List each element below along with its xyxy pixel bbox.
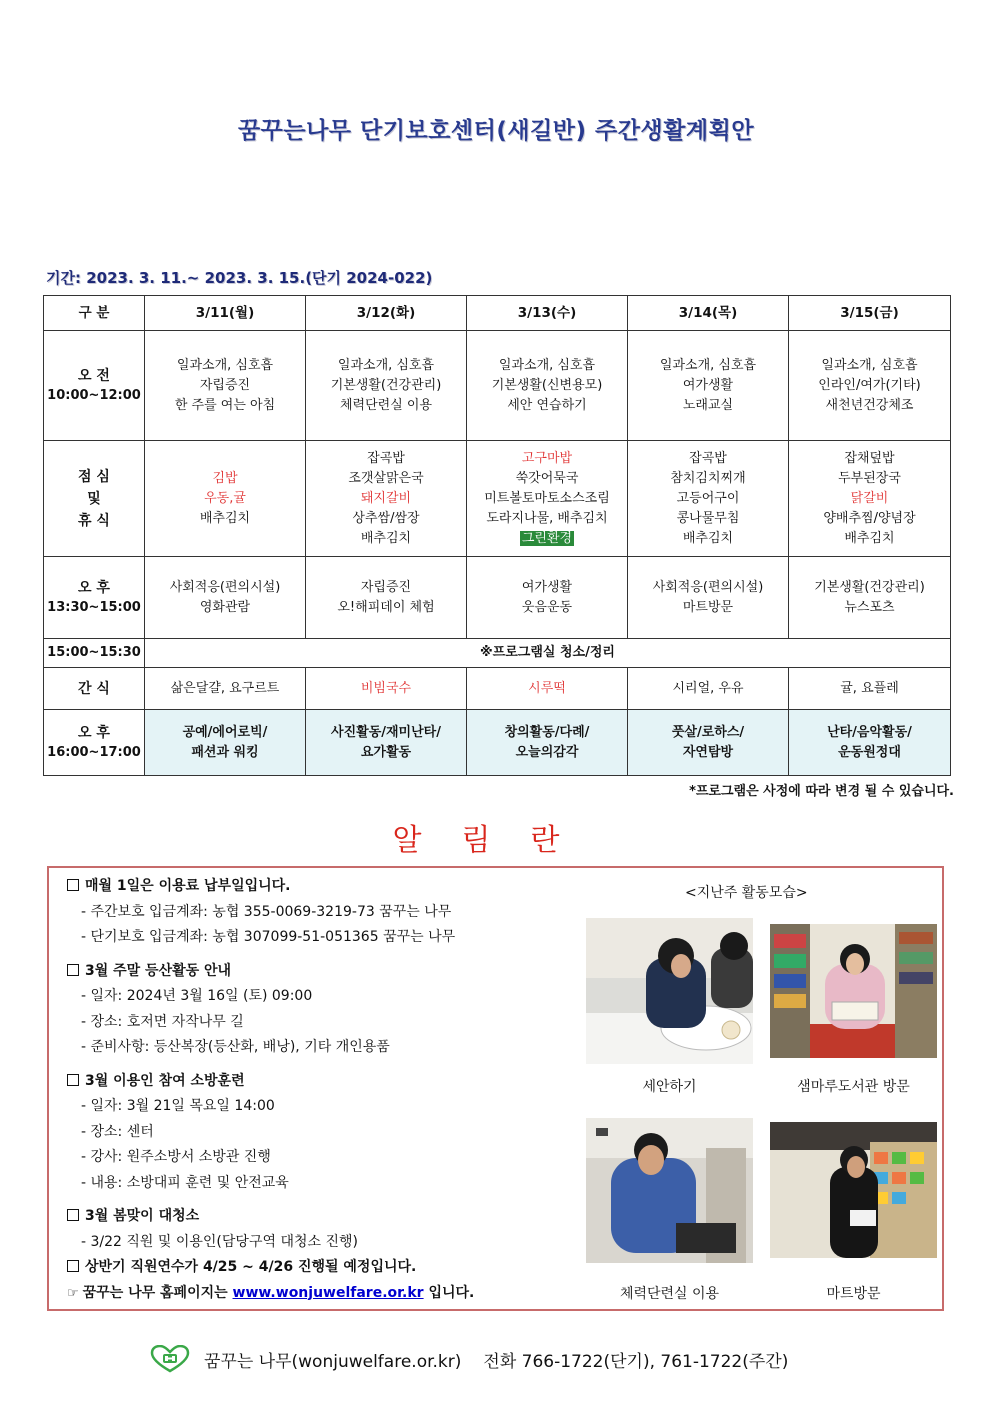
- late-cell: 사진활동/재미난타/ 요가활동: [306, 710, 467, 776]
- day-header: 3/13(수): [467, 296, 628, 331]
- morning-cell: 일과소개, 심호흡 기본생활(건강관리) 체력단련실 이용: [306, 331, 467, 441]
- notice-sub: - 강사: 원주소방서 소방관 진행: [81, 1149, 271, 1165]
- checkbox-icon: [67, 1209, 79, 1221]
- lunch-label: 점 심 및 휴 식: [44, 441, 145, 557]
- day-header: 3/11(월): [145, 296, 306, 331]
- afternoon-cell: 사회적응(편의시설) 영화관람: [145, 557, 306, 639]
- notice-title: 알림란: [392, 823, 600, 858]
- late-cell: 난타/음악활동/ 운동원정대: [789, 710, 951, 776]
- afternoon-label: 오 후 13:30~15:00: [44, 557, 145, 639]
- photo-fitness-image: [586, 1118, 753, 1263]
- morning-cell: 일과소개, 심호흡 기본생활(신변용모) 세안 연습하기: [467, 331, 628, 441]
- notice-sub: - 장소: 호저면 자작나무 길: [81, 1013, 244, 1030]
- checkbox-icon: [67, 964, 79, 976]
- late-label: 오 후 16:00~17:00: [44, 710, 145, 776]
- checkbox-icon: [67, 1260, 79, 1272]
- homepage-link[interactable]: www.wonjuwelfare.or.kr: [232, 1284, 424, 1301]
- notice-sub: - 단기보호 입금계좌: 농협 307099-51-051365 꿈꾸는 나무: [81, 929, 456, 945]
- lunch-row: [44, 441, 951, 557]
- lunch-cell: 고구마밥 쑥갓어묵국 미트볼토마토소스조림 도라지나물, 배추김치 그린환경: [467, 441, 628, 557]
- lunch-cell: 잡채덮밥 두부된장국 닭갈비 양배추찜/양념장 배추김치: [789, 441, 951, 557]
- photos-heading: <지난주 활동모습>: [685, 885, 808, 901]
- change-note: *프로그램은 사정에 따라 변경 될 수 있습니다.: [689, 784, 954, 799]
- afternoon-cell: 사회적응(편의시설) 마트방문: [628, 557, 789, 639]
- notice-sub: - 일자: 2024년 3월 16일 (토) 09:00: [81, 988, 313, 1004]
- late-cell: 공예/에어로빅/ 패션과 워킹: [145, 710, 306, 776]
- notice-heading: 3월 이용인 참여 소방훈련: [67, 1069, 587, 1095]
- afternoon-row: [44, 557, 951, 639]
- morning-cell: 일과소개, 심호흡 여가생활 노래교실: [628, 331, 789, 441]
- period: 기간: 2023. 3. 11.~ 2023. 3. 15.(단기 2024-022): [46, 269, 433, 287]
- photo-face-washing: [586, 918, 753, 1064]
- day-header: 3/12(화): [306, 296, 467, 331]
- notice-sub: - 준비사항: 등산복장(등산화, 배낭), 기타 개인용품: [81, 1039, 390, 1055]
- snack-cell: 비빔국수: [306, 668, 467, 710]
- footer: [150, 1345, 788, 1373]
- snack-cell: 귤, 요플레: [789, 668, 951, 710]
- header-row: [44, 296, 951, 331]
- lunch-cell: 잡곡밥 참치김치찌개 고등어구이 콩나물무침 배추김치: [628, 441, 789, 557]
- afternoon-cell: 기본생활(건강관리) 뉴스포츠: [789, 557, 951, 639]
- footer-org: 꿈꾸는 나무(wonjuwelfare.or.kr): [204, 1351, 462, 1372]
- late-row: [44, 710, 951, 776]
- notice-box: [47, 866, 944, 1311]
- lunch-cell: 잡곡밥 조갯살맑은국 돼지갈비 상추쌈/쌈장 배추김치: [306, 441, 467, 557]
- late-cell: 풋살/로하스/ 자연탐방: [628, 710, 789, 776]
- cleanup-time: 15:00~15:30: [44, 639, 145, 668]
- green-badge: 그린환경: [521, 530, 573, 546]
- afternoon-cell: 자립증진 오!해피데이 체험: [306, 557, 467, 639]
- notice-heading: 상반기 직원연수가 4/25 ~ 4/26 진행될 예정입니다.: [67, 1255, 587, 1281]
- corner-cell: 구 분: [44, 296, 145, 331]
- photo-caption: 체력단련실 이용: [619, 1286, 720, 1302]
- notice-sub: - 주간보호 입금계좌: 농협 355-0069-3219-73 꿈꾸는 나무: [81, 903, 452, 920]
- checkbox-icon: [67, 879, 79, 891]
- notice-heading: 매월 1일은 이용료 납부일입니다.: [67, 874, 587, 900]
- cleanup-text: ※프로그램실 청소/정리: [145, 639, 951, 668]
- morning-cell: 일과소개, 심호흡 인라인/여가(기타) 새천년건강체조: [789, 331, 951, 441]
- pointing-hand-icon: ☞: [67, 1285, 79, 1301]
- day-header: 3/14(목): [628, 296, 789, 331]
- notice-heading: 3월 주말 등산활동 안내: [67, 959, 587, 985]
- lunch-cell: 김밥 우동,귤 배추김치: [145, 441, 306, 557]
- photo-library: [770, 924, 937, 1058]
- photo-caption: 샘마루도서관 방문: [797, 1079, 910, 1095]
- day-header: 3/15(금): [789, 296, 951, 331]
- snack-label: 간 식: [44, 668, 145, 710]
- photo-face-washing-image: [586, 918, 753, 1064]
- notice-sub: - 장소: 센터: [81, 1123, 154, 1140]
- notice-sub: - 3/22 직원 및 이용인(담당구역 대청소 진행): [81, 1233, 358, 1250]
- notice-list: [67, 874, 587, 1306]
- snack-cell: 삶은달걀, 요구르트: [145, 668, 306, 710]
- organization-logo-icon: [150, 1345, 190, 1373]
- homepage-line: ☞ 꿈꾸는 나무 홈페이지는 www.wonjuwelfare.or.kr 입니다.: [67, 1284, 475, 1301]
- cleanup-row: [44, 639, 951, 668]
- afternoon-cell: 여가생활 웃음운동: [467, 557, 628, 639]
- morning-cell: 일과소개, 심호흡 자립증진 한 주를 여는 아침: [145, 331, 306, 441]
- snack-cell: 시리얼, 우유: [628, 668, 789, 710]
- footer-phone: 전화 766-1722(단기), 761-1722(주간): [483, 1351, 789, 1372]
- photo-caption: 세안하기: [642, 1079, 697, 1095]
- snack-cell: 시루떡: [467, 668, 628, 710]
- notice-heading: 3월 봄맞이 대청소: [67, 1204, 587, 1230]
- page-title: 꿈꾸는나무 단기보호센터(새길반) 주간생활계획안: [237, 118, 755, 144]
- photo-mart-image: [770, 1122, 937, 1258]
- photo-library-image: [770, 924, 937, 1058]
- morning-row: [44, 331, 951, 441]
- notice-sub: - 일자: 3월 21일 목요일 14:00: [81, 1098, 275, 1114]
- photo-caption: 마트방문: [826, 1286, 881, 1302]
- checkbox-icon: [67, 1074, 79, 1086]
- photo-mart: [770, 1122, 937, 1258]
- late-cell: 창의활동/다례/ 오늘의감각: [467, 710, 628, 776]
- photo-fitness: [586, 1118, 753, 1263]
- schedule-table: [43, 295, 951, 776]
- snack-row: [44, 668, 951, 710]
- notice-sub: - 내용: 소방대피 훈련 및 안전교육: [81, 1174, 289, 1191]
- morning-label: 오 전 10:00~12:00: [44, 331, 145, 441]
